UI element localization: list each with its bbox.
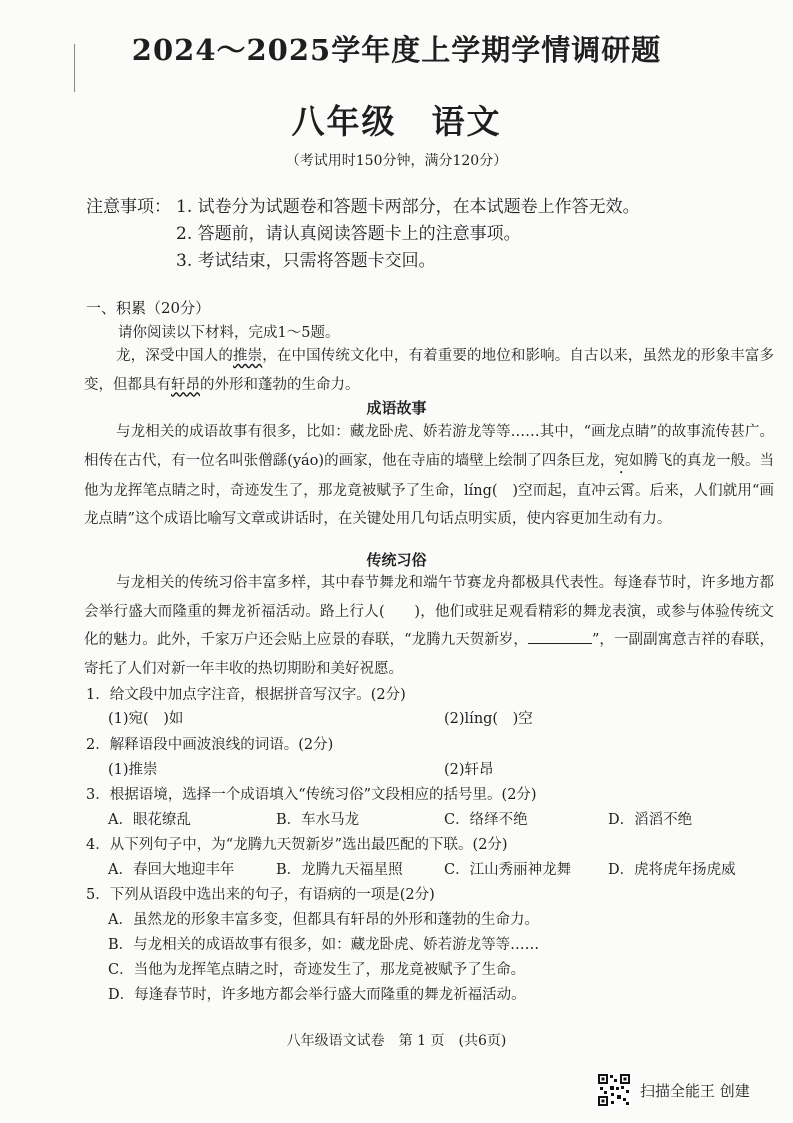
question-5-option-c: C．当他为龙挥笔点睛之时，奇迹发生了，那龙竟被赋予了生命。 — [108, 962, 526, 978]
question-4-option-b: B．龙腾九天福星照 — [276, 862, 403, 878]
section-intro: 请你阅读以下材料，完成1～5题。 — [118, 325, 340, 341]
question-4-option-c: C．江山秀丽神龙舞 — [444, 862, 572, 878]
paragraph-intro: 龙，深受中国人的推崇，在中国传统文化中，有着重要的地位和影响。自古以来，虽然龙的形象丰富多变，但都具有轩昂的外形和蓬勃的生命力。 — [84, 348, 774, 393]
question-5-option-b: B．与龙相关的成语故事有很多，如：藏龙卧虎、娇若游龙等等…… — [108, 937, 540, 953]
question-3: 3．根据语境，选择一个成语填入“传统习俗”文段相应的括号里。(2分) — [86, 787, 537, 803]
question-1-part-1: (1)宛( )如 — [108, 711, 184, 727]
subsection-title-idiom: 成语故事 — [366, 399, 427, 417]
section-heading: 一、积累（20分） — [86, 299, 211, 317]
notice-item-1: 1. 试卷分为试题卷和答题卡两部分，在本试题卷上作答无效。 — [176, 197, 640, 217]
page-footer: 八年级语文试卷 第 1 页 (共6页) — [286, 1033, 507, 1049]
question-3-option-d: D．滔滔不绝 — [608, 812, 693, 828]
question-4: 4．从下列句子中，为“龙腾九天贺新岁”选出最匹配的下联。(2分) — [86, 837, 508, 853]
wavy-word-tuichong: 推崇 — [233, 348, 263, 364]
question-3-option-b: B．车水马龙 — [276, 812, 360, 828]
notice-label: 注意事项： — [86, 197, 171, 217]
question-5-option-d: D．每逢春节时，许多地方都会举行盛大而隆重的舞龙祈福活动。 — [108, 987, 526, 1003]
exam-info: （考试用时150分钟，满分120分） — [285, 153, 508, 169]
question-4-option-a: A．春回大地迎丰年 — [108, 862, 235, 878]
answer-blank — [528, 629, 592, 644]
exam-title: 2024～2025学年度上学期学情调研题 — [131, 33, 662, 67]
question-5-option-a: A．虽然龙的形象丰富多变，但都具有轩昂的外形和蓬勃的生命力。 — [108, 912, 539, 928]
question-1: 1．给文段中加点字注音，根据拼音写汉字。(2分) — [86, 687, 406, 703]
question-2: 2．解释语段中画波浪线的词语。(2分) — [86, 737, 334, 753]
question-1-part-2: (2)líng( )空 — [444, 711, 533, 727]
question-3-option-c: C．络绎不绝 — [444, 812, 528, 828]
paragraph-custom: 与龙相关的传统习俗丰富多样，其中春节舞龙和端午节赛龙舟都极具代表性。每逢春节时，许多地方都会举行盛大而隆重的舞龙祈福活动。路上行人( )，他们或驻足观看精彩的舞龙表演，或参与体验传统文化的魅力。此外，千家万户还会贴上应景的春联，“龙腾九天贺新岁， ”，一副副寓意吉祥的春联，寄托了人们对新一年丰收的热切期盼和美好祝愿。 — [84, 575, 774, 677]
question-2-part-1: (1)推崇 — [108, 762, 158, 778]
qr-code-icon — [597, 1073, 631, 1107]
question-5: 5．下列从语段中选出来的句子，有语病的一项是(2分) — [86, 887, 435, 903]
notice-item-3: 3. 考试结束，只需将答题卡交回。 — [176, 251, 436, 271]
exam-subtitle: 八年级 语文 — [291, 102, 502, 141]
dotted-char: 宛 — [614, 452, 629, 469]
question-4-option-d: D．虎将虎年扬虎威 — [608, 862, 736, 878]
scanner-watermark: 扫描全能王 创建 — [640, 1082, 750, 1100]
paragraph-idiom: 与龙相关的成语故事有很多，比如：藏龙卧虎、娇若游龙等等……其中，“画龙点睛”的故事流传甚广。相传在古代，有一位名叫张僧繇(yáo)的画家，他在寺庙的墙壁上绘制了四条巨龙，宛如腾飞的真龙一般。当他为龙挥笔点睛之时，奇迹发生了，那龙竟被赋予了生命，líng( )空而起，直冲云霄。后来，人们就用“画龙点睛”这个成语比喻写文章或讲话时，在关键处用几句话点明实质，使内容更加生动有力。 — [84, 424, 774, 527]
subsection-title-custom: 传统习俗 — [366, 551, 427, 569]
question-2-part-2: (2)轩昂 — [444, 762, 494, 778]
notice-item-2: 2. 答题前，请认真阅读答题卡上的注意事项。 — [176, 224, 521, 244]
question-3-option-a: A．眼花缭乱 — [108, 812, 191, 828]
wavy-word-xuanang: 轩昂 — [171, 376, 200, 393]
